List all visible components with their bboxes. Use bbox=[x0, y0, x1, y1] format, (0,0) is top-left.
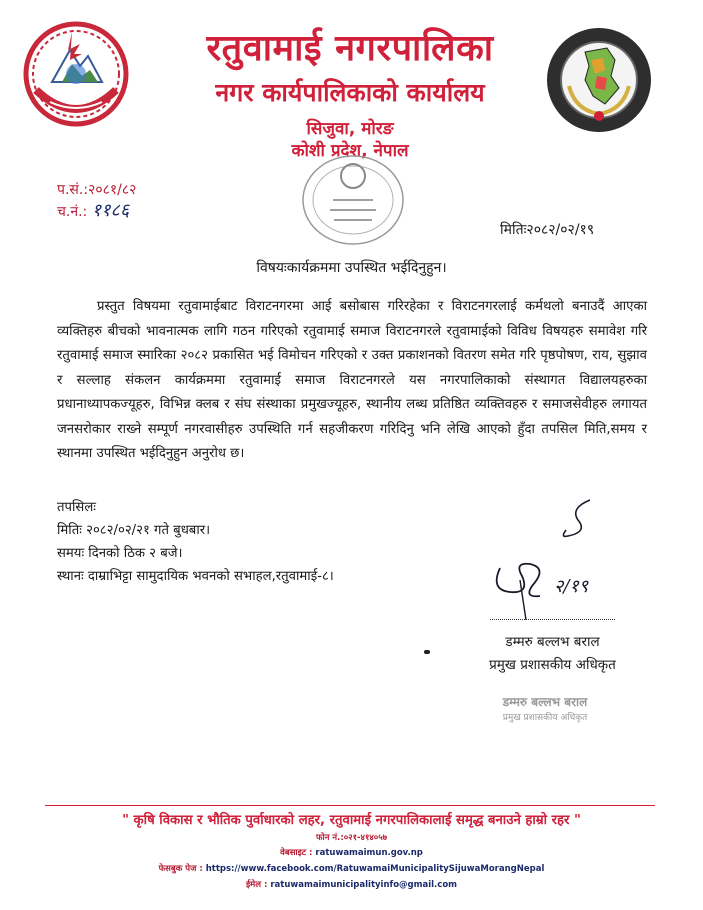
phone-label: फोन नं.: bbox=[315, 833, 344, 843]
nepal-government-emblem-icon bbox=[22, 20, 130, 128]
details-place: स्थानः दाम्राभिट्टा सामुदायिक भवनको सभाहल,रतुवामाई-८। bbox=[57, 569, 334, 584]
reference-ps bbox=[57, 180, 136, 199]
subject-line: विषयःकार्यक्रममा उपस्थित भईदिनुहुन। bbox=[256, 260, 447, 276]
location-line-1: सिजुवा, मोरङ bbox=[306, 119, 394, 139]
website-link[interactable]: ratuwamaimun.gov.np bbox=[315, 848, 423, 858]
letter-body: प्रस्तुत विषयमा रतुवामाईबाट विराटनगरमा आई बसोबास गरिरहेका र विराटनगरलाई कर्मथलो बनाउदैं आएका व्यक्तिहरु बीचको भावनात्मक लागि गठन गरिएको रतुवामाई समाज विराटनगरले रतुवामाईको विविध विषयहरु समावेश गरि रतुवामाई समाज स्मारिका २०८२ प्रकासित भई विमोचन गरिएको र उक्त प्रकाशनको वितरण समेत गरि पृष्ठपोषण, राय, सुझाव र सल्लाह संकलन कार्यक्रममा रतुवामाई समाज विराटनगरले यस नगरपालिकाको संस्थागत विद्यालयहरुका प्रधानाध्यापकज्यूहरु, विभिन्न क्लब र संघ संस्थाका प्रमुखज्यूहरु, स्थानीय लब्ध प्रतिष्ठित व्यक्तिवहरु र समाजसेवीहरु लगायत जनसरोकार राख्ने सम्पूर्ण नगरवासीहरु उपस्थिति गर्न सहजीकरण गरिदिनु भनि लेखि आएको हुँदा तपसिल मिति,समय र स्थानमा उपस्थित भईदिनुहुन अनुरोध छ। bbox=[57, 299, 647, 461]
signatory-title: प्रमुख प्रशासकीय अधिकृत bbox=[489, 657, 616, 673]
stamp-name: डम्मरु बल्लभ बराल bbox=[502, 695, 588, 709]
stamp-title: प्रमुख प्रशासकीय अधिकृत bbox=[502, 713, 588, 723]
footer-slogan: " कृषि विकास र भौतिक पुर्वाधारको लहर, रतुवामाई नगरपालिकालाई समृद्ध बनाउने हाम्रो रहर " bbox=[122, 813, 581, 828]
email-link[interactable]: ratuwamaimunicipalityinfo@gmail.com bbox=[270, 880, 458, 890]
cn-value: ११८६ bbox=[91, 200, 130, 221]
details-date: मितिः २०८२/०२/२१ गते बुधबार। bbox=[57, 523, 211, 538]
facebook-label: फेसबुक पेज : bbox=[158, 864, 203, 874]
reference-cn bbox=[57, 198, 129, 222]
handwritten-signature-icon bbox=[470, 480, 630, 620]
handwritten-date: २/१९ bbox=[554, 576, 589, 597]
website-label: वेबसाइट : bbox=[280, 848, 313, 858]
org-name: रतुवामाई नगरपालिका bbox=[206, 28, 494, 69]
ink-dot bbox=[424, 650, 430, 654]
footer-website bbox=[0, 847, 703, 858]
ps-value: २०८१/८२ bbox=[88, 182, 137, 198]
location-line-2: कोशी प्रदेश, नेपाल bbox=[291, 141, 409, 161]
office-name: नगर कार्यपालिकाको कार्यालय bbox=[215, 78, 485, 107]
footer-phone bbox=[0, 832, 703, 843]
cn-label: च.नं.: bbox=[57, 204, 88, 220]
phone-value: ०२१-४१४०५७ bbox=[343, 833, 388, 843]
ratuwamai-municipality-emblem-icon bbox=[545, 26, 653, 134]
signature-line bbox=[490, 619, 615, 620]
ps-label: प.सं.: bbox=[57, 182, 89, 198]
letter-date: मितिः२०८२/०२/१९ bbox=[500, 222, 595, 238]
details-time: समयः दिनको ठिक २ बजे। bbox=[57, 546, 183, 561]
footer-email bbox=[0, 879, 703, 890]
email-label: ईमेल : bbox=[245, 880, 268, 890]
details-heading: तपसिलः bbox=[57, 500, 96, 515]
signatory-name: डम्मरु बल्लभ बराल bbox=[505, 634, 600, 650]
footer-divider bbox=[45, 805, 655, 806]
facebook-link[interactable]: https://www.facebook.com/RatuwamaiMunicipalitySijuwaMorangNepal bbox=[205, 864, 545, 874]
footer-facebook bbox=[0, 863, 703, 874]
office-stamp-icon bbox=[298, 150, 408, 250]
